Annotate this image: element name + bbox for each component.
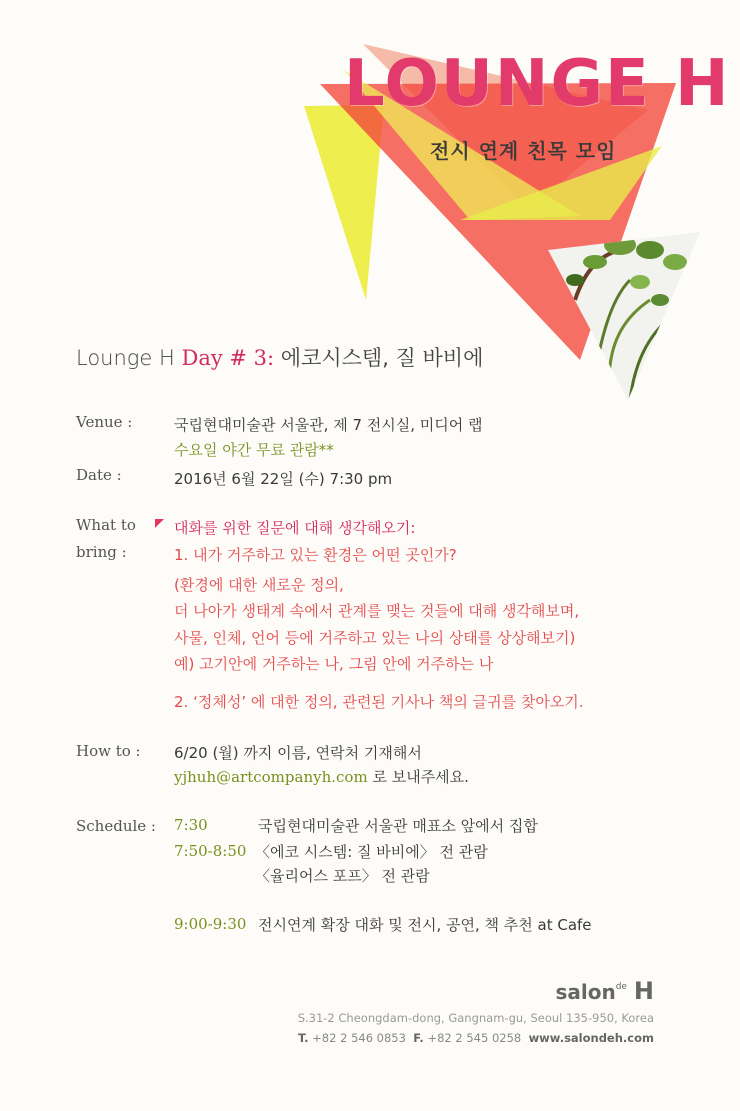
bring-line: 사물, 인체, 언어 등에 거주하고 있는 나의 상태를 상상해보기) bbox=[174, 629, 576, 647]
headline-prefix: Lounge H bbox=[76, 346, 175, 370]
howto-line1: 6/20 (월) 까지 이름, 연락처 기재해서 bbox=[174, 744, 422, 762]
brand-name: salon bbox=[555, 980, 616, 1004]
schedule-time: 7:30 bbox=[174, 816, 208, 834]
howto-line2-suffix: 로 보내주세요. bbox=[372, 768, 469, 786]
bring-line: 예) 고기안에 거주하는 나, 그림 안에 거주하는 나 bbox=[174, 655, 494, 673]
schedule-desc: 국립현대미술관 서울관 매표소 앞에서 집합 bbox=[258, 817, 538, 835]
brand-sup: de bbox=[615, 982, 627, 992]
bring-item-2: 2. ‘정체성’ 에 대한 정의, 관련된 기사나 책의 글귀를 찾아오기. bbox=[174, 693, 584, 711]
footer-contact bbox=[298, 1031, 654, 1045]
hero-subtitle: 전시 연계 친목 모임 bbox=[430, 139, 617, 163]
venue-note: 수요일 야간 무료 관람** bbox=[174, 441, 334, 459]
email-link[interactable]: yjhuh@artcompanyh.com bbox=[174, 768, 368, 786]
schedule-desc: 전시연계 확장 대화 및 전시, 공연, 책 추천 at Cafe bbox=[258, 916, 592, 934]
fax-label: F. bbox=[413, 1031, 424, 1045]
bring-line: 1. 내가 거주하고 있는 환경은 어떤 곳인가? bbox=[174, 546, 457, 564]
bring-heading: 대화를 위한 질문에 대해 생각해오기: bbox=[174, 519, 416, 537]
tel-label: T. bbox=[298, 1031, 309, 1045]
howto-label: How to : bbox=[76, 742, 141, 760]
lounge-h-logo: LOUNGE H bbox=[344, 47, 731, 121]
howto-line2 bbox=[174, 766, 469, 787]
schedule-time: 9:00-9:30 bbox=[174, 915, 247, 933]
website-link[interactable]: www.salondeh.com bbox=[528, 1031, 654, 1045]
bring-label-line2: bring : bbox=[76, 543, 127, 561]
triangle-bullet-icon bbox=[155, 519, 164, 528]
venue-value: 국립현대미술관 서울관, 제 7 전시실, 미디어 랩 bbox=[174, 416, 483, 434]
date-value: 2016년 6월 22일 (수) 7:30 pm bbox=[174, 470, 393, 488]
salon-de-h-logo bbox=[555, 977, 654, 1005]
date-label: Date : bbox=[76, 466, 122, 484]
schedule-time: 7:50-8:50 bbox=[174, 842, 247, 860]
brand-letter: H bbox=[633, 977, 654, 1005]
bring-label-line1: What to bbox=[76, 516, 136, 534]
schedule-label: Schedule : bbox=[76, 817, 156, 835]
schedule-desc: 〈율리어스 포프〉 전 관람 bbox=[255, 867, 430, 885]
event-headline bbox=[76, 342, 483, 372]
schedule-desc: 〈에코 시스템: 질 바비에〉 전 관람 bbox=[255, 843, 488, 861]
footer-address: S.31-2 Cheongdam-dong, Gangnam-gu, Seoul 135-950, Korea bbox=[297, 1011, 654, 1025]
bring-line: 더 나아가 생태계 속에서 관계를 맺는 것들에 대해 생각해보며, bbox=[174, 602, 580, 620]
venue-label: Venue : bbox=[76, 413, 133, 431]
bring-line: (환경에 대한 새로운 정의, bbox=[174, 576, 344, 594]
tel-value: +82 2 546 0853 bbox=[312, 1031, 406, 1045]
headline-topic: 에코시스템, 질 바비에 bbox=[280, 346, 484, 370]
fax-value: +82 2 545 0258 bbox=[427, 1031, 522, 1045]
headline-day: Day # 3: bbox=[181, 346, 275, 370]
